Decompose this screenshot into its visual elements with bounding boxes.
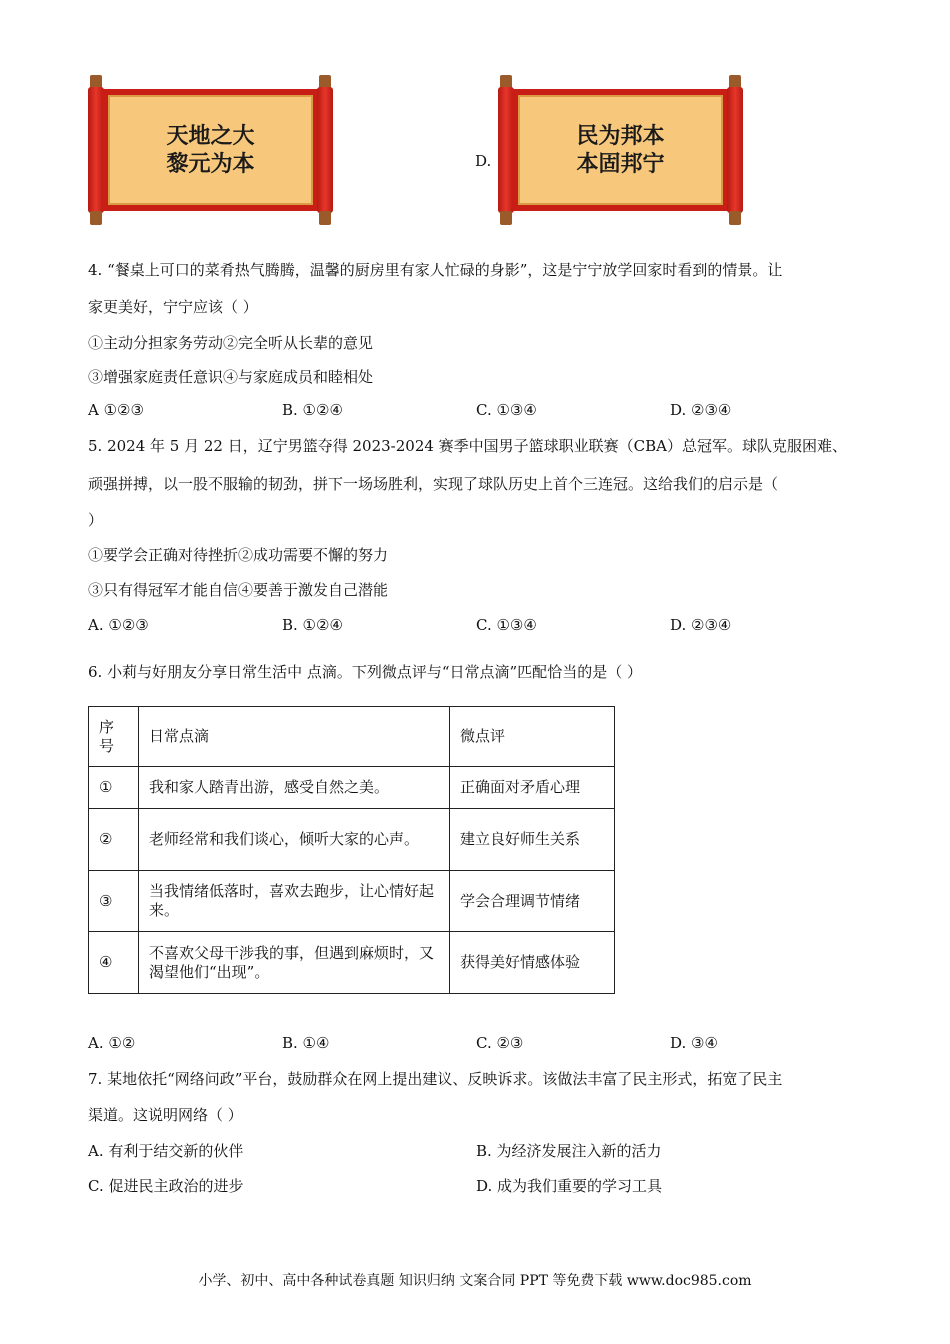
- q5-stem-line2: 顽强拼搏，以一股不服输的韧劲，拼下一场场胜利，实现了球队历史上首个三连冠。这给我们的启示是（: [88, 475, 779, 493]
- q4-statement-2: ③增强家庭责任意识④与家庭成员和睦相处: [88, 368, 374, 386]
- table-row: [89, 809, 615, 871]
- table-header-row: [89, 707, 615, 767]
- q4-option-d: D. ②③④: [670, 401, 732, 419]
- scroll-image-d: [498, 75, 743, 225]
- row-daily: 我和家人踏青出游，感受自然之美。: [139, 767, 450, 809]
- q4-option-c: C. ①③④: [476, 401, 537, 419]
- q6-option-c: C. ②③: [476, 1034, 524, 1052]
- q5-stem-line1: 5. 2024 年 5 月 22 日，辽宁男篮夺得 2023-2024 赛季中国男子篮球职业联赛（CBA）总冠军。球队克服困难、: [88, 437, 848, 455]
- q7-option-d: D. 成为我们重要的学习工具: [476, 1177, 663, 1195]
- row-number: ②: [89, 809, 139, 871]
- option-d-label: D.: [475, 152, 492, 170]
- row-number: ④: [89, 932, 139, 994]
- scroll-rod-right: [317, 75, 333, 225]
- row-comment: 学会合理调节情绪: [450, 871, 615, 932]
- q7-stem-line2: 渠道。这说明网络（ ）: [88, 1106, 243, 1124]
- q4-stem-line2: 家更美好，宁宁应该（ ）: [88, 298, 258, 316]
- row-comment: 获得美好情感体验: [450, 932, 615, 994]
- q6-option-b: B. ①④: [282, 1034, 330, 1052]
- header-daily: 日常点滴: [139, 707, 450, 767]
- scroll-text-line2: 黎元为本: [166, 152, 255, 177]
- row-number: ①: [89, 767, 139, 809]
- daily-life-table: [88, 706, 615, 994]
- q7-option-c: C. 促进民主政治的进步: [88, 1177, 244, 1195]
- row-comment: 正确面对矛盾心理: [450, 767, 615, 809]
- scroll-text-line1: 天地之大: [166, 124, 255, 149]
- page-footer: 小学、初中、高中各种试卷真题 知识归纳 文案合同 PPT 等免费下载 www.doc985.com: [198, 1273, 752, 1289]
- table-row: [89, 767, 615, 809]
- q5-option-c: C. ①③④: [476, 616, 537, 634]
- row-daily: 当我情绪低落时，喜欢去跑步，让心情好起来。: [139, 871, 450, 932]
- scroll-image-c: [88, 75, 333, 225]
- row-comment: 建立良好师生关系: [450, 809, 615, 871]
- q7-option-b: B. 为经济发展注入新的活力: [476, 1142, 662, 1160]
- header-number: 序号: [99, 717, 115, 755]
- q5-option-b: B. ①②④: [282, 616, 343, 634]
- q4-statement-1: ①主动分担家务劳动②完全听从长辈的意见: [88, 334, 374, 352]
- row-daily: 老师经常和我们谈心，倾听大家的心声。: [139, 809, 450, 871]
- q6-stem: 6. 小莉与好朋友分享日常生活中 点滴。下列微点评与“日常点滴”匹配恰当的是（ ）: [88, 663, 642, 681]
- q6-option-a: A. ①②: [88, 1034, 136, 1052]
- q7-option-a: A. 有利于结交新的伙伴: [88, 1142, 244, 1160]
- q6-option-d: D. ③④: [670, 1034, 718, 1052]
- q5-statement-1: ①要学会正确对待挫折②成功需要不懈的努力: [88, 546, 389, 564]
- scroll-rod-right: [727, 75, 743, 225]
- q4-option-b: B. ①②④: [282, 401, 343, 419]
- q5-statement-2: ③只有得冠军才能自信④要善于激发自己潜能: [88, 581, 389, 599]
- q5-stem-line3: ）: [88, 511, 104, 529]
- row-number: ③: [89, 871, 139, 932]
- scroll-paper: [512, 89, 729, 211]
- scroll-text-line1: 民为邦本: [576, 124, 665, 149]
- table-row: [89, 871, 615, 932]
- q5-option-a: A. ①②③: [88, 616, 149, 634]
- q7-stem-line1: 7. 某地依托“网络问政”平台，鼓励群众在网上提出建议、反映诉求。该做法丰富了民主形式，拓宽了民主: [88, 1070, 783, 1088]
- q4-stem-line1: 4. “餐桌上可口的菜肴热气腾腾，温馨的厨房里有家人忙碌的身影”，这是宁宁放学回家时看到的情景。让: [88, 261, 783, 279]
- scroll-text-line2: 本固邦宁: [576, 152, 665, 177]
- q5-option-d: D. ②③④: [670, 616, 732, 634]
- scroll-paper: [102, 89, 319, 211]
- q4-option-a: A ①②③: [88, 401, 144, 419]
- header-comment: 微点评: [450, 707, 615, 767]
- row-daily: 不喜欢父母干涉我的事，但遇到麻烦时，又渴望他们“出现”。: [139, 932, 450, 994]
- table-row: [89, 932, 615, 994]
